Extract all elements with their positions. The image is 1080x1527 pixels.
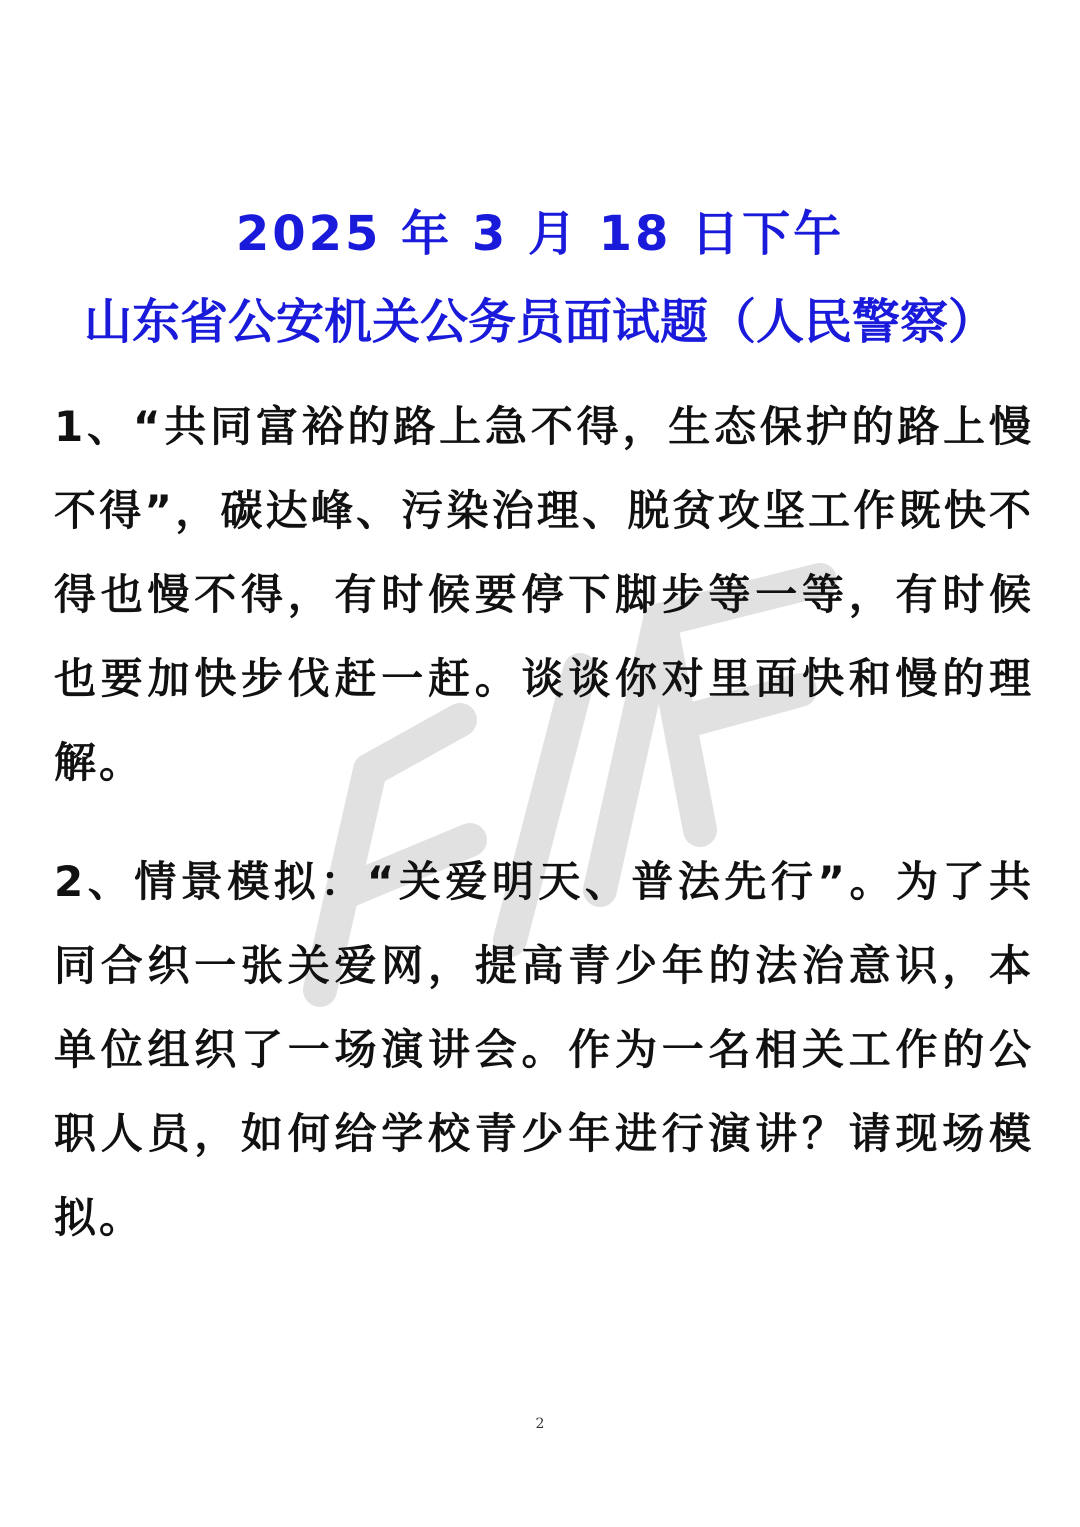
title-block bbox=[0, 190, 1080, 366]
title-subject: 山东省公安机关公务员面试题（人民警察） bbox=[83, 294, 996, 350]
page-number: 2 bbox=[535, 1416, 545, 1432]
question-1: 1、“共同富裕的路上急不得，生态保护的路上慢不得”，碳达峰、污染治理、脱贫攻坚工作既快不得也慢不得，有时候要停下脚步等一等，有时候也要加快步伐赶一赶。谈谈你对里面快和慢的理解。 bbox=[54, 402, 1034, 787]
question-2: 2、情景模拟：“关爱明天、普法先行”。为了共同合织一张关爱网，提高青少年的法治意识，本单位组织了一场演讲会。作为一名相关工作的公职人员，如何给学校青少年进行演讲？请现场模拟。 bbox=[54, 857, 1034, 1242]
title-date: 2025 年 3 月 18 日下午 bbox=[235, 206, 845, 262]
